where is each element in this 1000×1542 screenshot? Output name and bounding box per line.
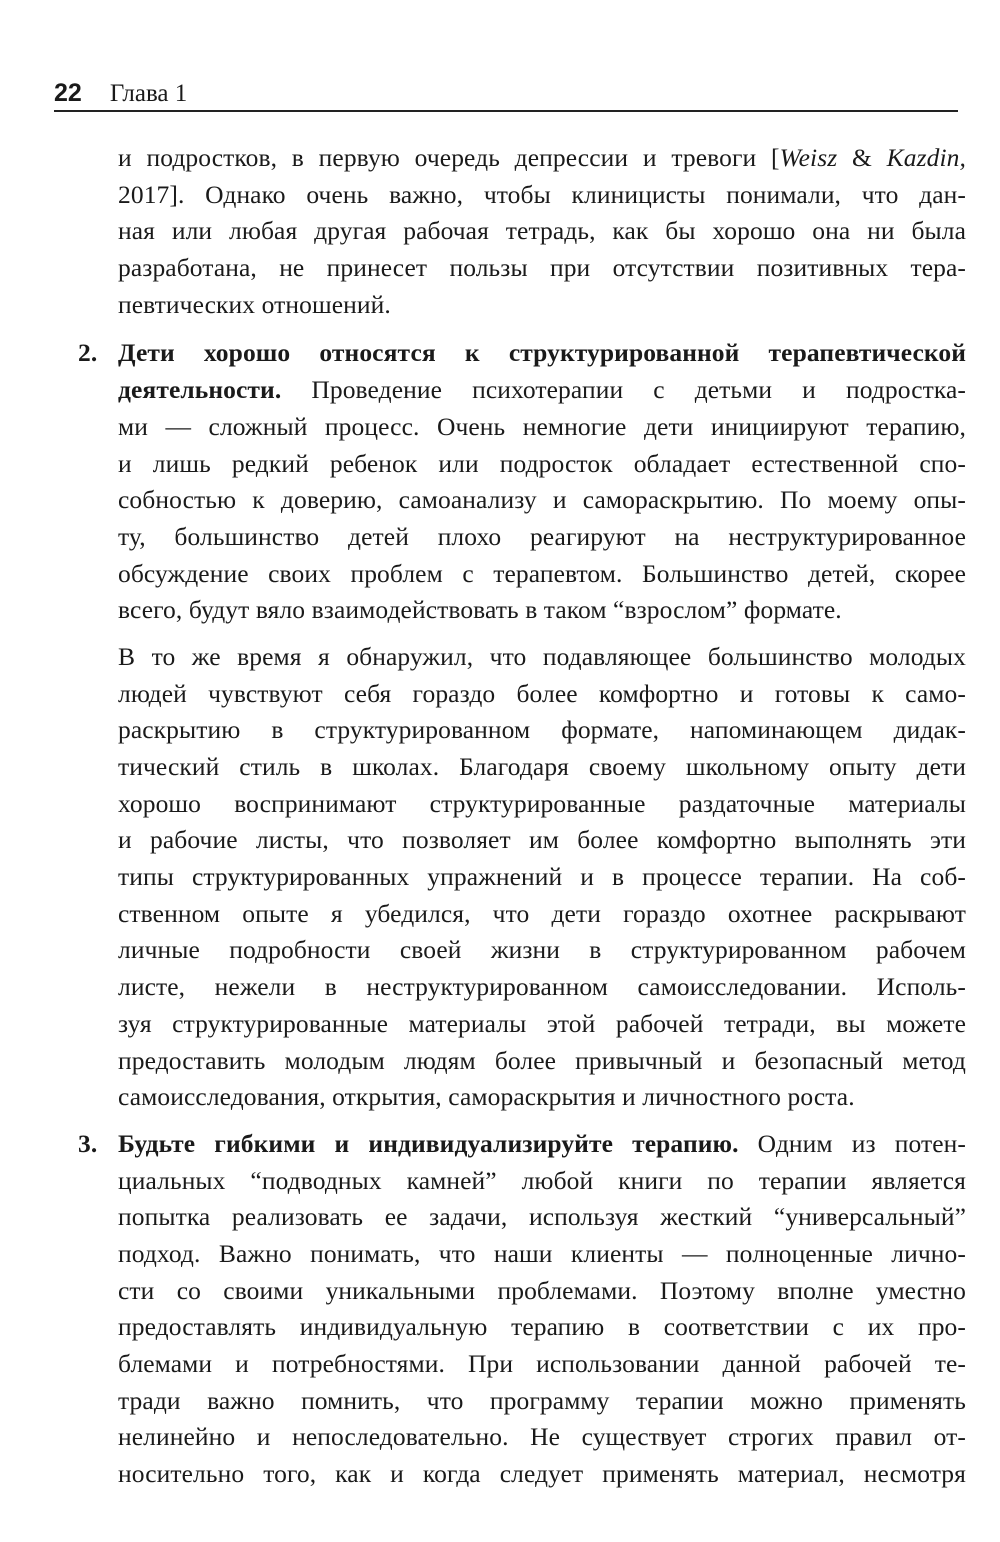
text-line: ми — сложный процесс. Очень немногие дети инициируют терапию,: [118, 411, 966, 441]
text-line: собностью к доверию, самоанализу и самораскрытию. По моему опы-: [118, 485, 966, 515]
text-line: нелинейно и непоследовательно. Не существует строгих правил от-: [118, 1422, 966, 1452]
citation-author-1: Weisz: [779, 143, 838, 172]
text-line: обсуждение своих проблем с терапевтом. Большинство детей, скорее: [118, 558, 966, 588]
text-line: разработана, не принесет пользы при отсутствии позитивных тера-: [118, 253, 966, 283]
text-line: ная или любая другая рабочая тетрадь, как бы хорошо она ни была: [118, 216, 966, 246]
text-line: певтических отношений.: [118, 289, 391, 319]
text-line: личные подробности своей жизни в структурированном рабочем: [118, 935, 966, 965]
text-line: Будьте гибкими и индивидуализируйте терапию. Одним из потен-: [118, 1128, 966, 1158]
text-line: ственном опыте я убедился, что дети гораздо охотнее раскрывают: [118, 898, 966, 928]
text-line: блемами и потребностями. При использовании данной рабочей те-: [118, 1349, 966, 1378]
continuation-paragraph: [78, 140, 966, 323]
item-2-paragraph-2: [78, 639, 966, 1116]
chapter-title: Глава 1: [109, 80, 188, 107]
text-line: сти со своими уникальными проблемами. Поэтому вполне уместно: [118, 1275, 966, 1305]
text-line: людей чувствуют себя гораздо более комфортно и готовы к само-: [118, 678, 966, 708]
text-line: всего, будут вяло взаимодействовать в таком “взрослом” формате.: [118, 595, 842, 625]
item-heading: Дети хорошо относятся к структурированной терапевтической: [118, 338, 966, 368]
text-line: В то же время я обнаружил, что подавляющее большинство молодых: [118, 641, 966, 671]
text-line: попытка реализовать ее задачи, используя жесткий “универсальный”: [118, 1202, 966, 1232]
text-line: деятельности. Проведение психотерапии с детьми и подростка-: [118, 375, 966, 405]
text-line: циальных “подводных камней” любой книги по терапии является: [118, 1165, 966, 1195]
text-line: предоставить молодым людям более привычный и безопасный метод: [118, 1045, 966, 1075]
text-line: 2017]. Однако очень важно, чтобы клиницисты понимали, что дан-: [118, 179, 966, 209]
text-line: самоисследования, открытия, самораскрытия и личностного роста.: [118, 1082, 855, 1112]
running-head: [54, 76, 958, 112]
text-line: раскрытию в структурированном формате, напоминающем дидак-: [118, 715, 966, 745]
text-line: типы структурированных упражнений и в процессе терапии. На соб-: [118, 862, 966, 892]
list-number: 3.: [78, 1128, 98, 1158]
text-line: тради важно помнить, что программу терапии можно применять: [118, 1385, 966, 1415]
list-item-3: [78, 1126, 966, 1493]
text-line: хорошо воспринимают структурированные раздаточные материалы: [118, 788, 966, 818]
text-line: и подростков, в первую очередь депрессии и тревоги [Weisz & Kazdin,: [118, 143, 966, 172]
text-line: носительно того, как и когда следует применять материал, несмотря: [118, 1459, 966, 1489]
item-heading: Будьте гибкими и индивидуализируйте терапию.: [118, 1128, 739, 1158]
page-number: 22: [54, 79, 82, 107]
item-heading-end: деятельности.: [118, 375, 282, 405]
list-item-2: [78, 335, 966, 1115]
text-line: и рабочие листы, что позволяет им более комфортно выполнять эти: [118, 825, 966, 855]
text-line: ту, большинство детей плохо реагируют на неструктурированное: [118, 521, 966, 551]
text-line: и лишь редкий ребенок или подросток обладает естественной спо-: [118, 448, 966, 478]
text-line: тический стиль в школах. Благодаря своему школьному опыту дети: [118, 752, 966, 781]
text-line: подход. Важно понимать, что наши клиенты — полноценные лично-: [118, 1238, 966, 1268]
text-line: листе, нежели в неструктурированном самоисследовании. Исполь-: [118, 972, 966, 1002]
text-line: предоставлять индивидуальную терапию в соответствии с их про-: [118, 1312, 966, 1342]
text-line: зуя структурированные материалы этой рабочей тетради, вы можете: [118, 1008, 966, 1038]
list-number: 2.: [78, 338, 98, 368]
body-text: [78, 140, 966, 1493]
citation-author-2: Kazdin,: [886, 143, 966, 172]
